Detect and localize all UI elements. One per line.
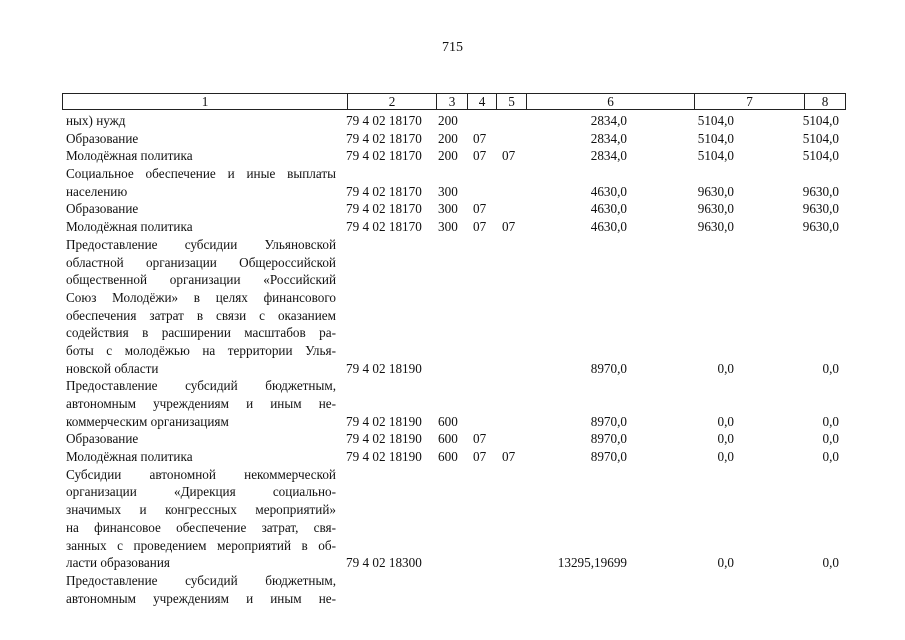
- row-value-8: 9630,0: [802, 183, 839, 199]
- table-row: [0, 537, 905, 555]
- table-row: [0, 254, 905, 272]
- table-row: [0, 430, 905, 448]
- table-row: [0, 466, 905, 484]
- table-row: [0, 342, 905, 360]
- row-name: новской области: [66, 360, 159, 376]
- table-row: [0, 289, 905, 307]
- header-cell-1: 1: [201, 94, 209, 109]
- row-rz: 07: [473, 449, 487, 465]
- row-vr: 300: [438, 183, 458, 199]
- row-name: общественной организации «Российский: [66, 272, 336, 288]
- header-cell-4: 4: [467, 94, 496, 109]
- table-row: [0, 271, 905, 289]
- row-rz: 07: [473, 201, 487, 217]
- table-row: [0, 413, 905, 431]
- row-name: областной организации Общероссийской: [66, 254, 336, 270]
- row-name: Молодёжная политика: [66, 148, 193, 164]
- row-value-6: 8970,0: [590, 413, 627, 429]
- row-code: 79 4 02 18170: [346, 148, 422, 164]
- row-value-7: 0,0: [717, 431, 734, 447]
- table-row: [0, 130, 905, 148]
- row-value-6: 4630,0: [590, 183, 627, 199]
- row-code: 79 4 02 18190: [346, 449, 422, 465]
- row-name: обеспечения затрат в связи с оказанием: [66, 307, 336, 323]
- row-code: 79 4 02 18170: [346, 113, 422, 128]
- row-name: Субсидии автономной некоммерческой: [66, 466, 336, 482]
- row-code: 79 4 02 18170: [346, 201, 422, 217]
- row-value-8: 5104,0: [802, 113, 839, 128]
- row-code: 79 4 02 18170: [346, 130, 422, 146]
- row-code: 79 4 02 18190: [346, 413, 422, 429]
- row-value-7: 0,0: [717, 413, 734, 429]
- row-value-7: 5104,0: [697, 130, 734, 146]
- header-cell-5: 5: [496, 94, 526, 109]
- table-row: [0, 165, 905, 183]
- row-value-7: 5104,0: [697, 113, 734, 128]
- row-rz: 07: [473, 431, 487, 447]
- table-row: [0, 395, 905, 413]
- table-row: [0, 147, 905, 165]
- table-row: [0, 183, 905, 201]
- row-vr: 300: [438, 219, 458, 235]
- row-name: автономным учреждениям и иным не-: [66, 590, 336, 606]
- row-name: Социальное обеспечение и иные выплаты: [66, 166, 336, 182]
- row-vr: 600: [438, 431, 458, 447]
- row-code: 79 4 02 18300: [346, 555, 422, 571]
- row-name: Образование: [66, 130, 139, 146]
- row-value-8: 0,0: [822, 431, 839, 447]
- row-name: организации «Дирекция социально-: [66, 484, 336, 500]
- row-value-7: 0,0: [717, 555, 734, 571]
- table-row: [0, 200, 905, 218]
- row-value-8: 9630,0: [802, 201, 839, 217]
- table-row: [0, 572, 905, 590]
- table-row: [0, 377, 905, 395]
- row-name: автономным учреждениям и иным не-: [66, 396, 336, 411]
- row-value-8: 9630,0: [802, 219, 839, 235]
- row-name: содействия в расширении масштабов ра-: [66, 325, 336, 341]
- table-row: [0, 218, 905, 236]
- row-value-7: 9630,0: [697, 183, 734, 199]
- row-vr: 600: [438, 449, 458, 465]
- table-row: [0, 112, 905, 130]
- table-row: [0, 554, 905, 572]
- row-name: Предоставление субсидий бюджетным,: [66, 378, 336, 394]
- table-row: [0, 324, 905, 342]
- row-value-7: 0,0: [717, 449, 734, 465]
- row-rz: 07: [473, 130, 487, 146]
- table-row: [0, 448, 905, 466]
- row-value-7: 5104,0: [697, 148, 734, 164]
- row-name: коммерческим организациям: [66, 413, 229, 429]
- row-code: 79 4 02 18170: [346, 219, 422, 235]
- row-value-6: 13295,19699: [557, 555, 627, 571]
- table-body: [0, 112, 905, 607]
- table-row: [0, 483, 905, 501]
- row-name: Образование: [66, 201, 139, 217]
- row-code: 79 4 02 18170: [346, 183, 422, 199]
- row-value-6: 8970,0: [590, 431, 627, 447]
- table-header: [62, 93, 846, 110]
- row-value-8: 0,0: [822, 413, 839, 429]
- row-vr: 200: [438, 130, 458, 146]
- header-cell-8: 8: [804, 94, 845, 109]
- table-row: [0, 360, 905, 378]
- row-value-8: 0,0: [822, 449, 839, 465]
- row-value-6: 2834,0: [590, 113, 627, 128]
- row-name: ных) нужд: [66, 113, 126, 128]
- row-value-8: 0,0: [822, 360, 839, 376]
- row-rz: 07: [473, 219, 487, 235]
- row-value-6: 8970,0: [590, 360, 627, 376]
- row-name: населению: [66, 183, 128, 199]
- row-code: 79 4 02 18190: [346, 360, 422, 376]
- row-name: Молодёжная политика: [66, 449, 193, 465]
- table-row: [0, 590, 905, 608]
- header-cell-3: 3: [436, 94, 467, 109]
- row-value-8: 5104,0: [802, 130, 839, 146]
- row-name: Предоставление субсидий бюджетным,: [66, 572, 336, 588]
- row-name: Предоставление субсидии Ульяновской: [66, 236, 336, 252]
- page-number: 715: [442, 40, 463, 55]
- row-pr: 07: [502, 449, 516, 465]
- row-name: значимых и конгрессных мероприятий»: [66, 502, 336, 518]
- row-value-7: 9630,0: [697, 201, 734, 217]
- row-name: Союз Молодёжи» в целях финансового: [66, 289, 336, 305]
- row-value-6: 4630,0: [590, 219, 627, 235]
- row-rz: 07: [473, 148, 487, 164]
- row-vr: 200: [438, 113, 458, 128]
- row-name: боты с молодёжью на территории Улья-: [66, 342, 336, 358]
- row-value-8: 5104,0: [802, 148, 839, 164]
- row-name: на финансовое обеспечение затрат, свя-: [66, 519, 336, 535]
- header-cell-7: 7: [694, 94, 804, 109]
- table-row: [0, 519, 905, 537]
- row-value-7: 9630,0: [697, 219, 734, 235]
- row-vr: 600: [438, 413, 458, 429]
- row-value-6: 8970,0: [590, 449, 627, 465]
- table-row: [0, 236, 905, 254]
- table-row: [0, 307, 905, 325]
- row-value-6: 2834,0: [590, 148, 627, 164]
- row-value-8: 0,0: [822, 555, 839, 571]
- row-vr: 300: [438, 201, 458, 217]
- row-value-6: 4630,0: [590, 201, 627, 217]
- header-cell-6: 6: [526, 94, 694, 109]
- row-name: Молодёжная политика: [66, 219, 193, 235]
- row-value-7: 0,0: [717, 360, 734, 376]
- row-code: 79 4 02 18190: [346, 431, 422, 447]
- row-name: занных с проведением мероприятий в об-: [66, 537, 336, 553]
- row-name: ласти образования: [66, 555, 170, 571]
- table-row: [0, 501, 905, 519]
- row-vr: 200: [438, 148, 458, 164]
- row-value-6: 2834,0: [590, 130, 627, 146]
- row-name: Образование: [66, 431, 139, 447]
- header-cell-2: 2: [347, 94, 436, 109]
- row-pr: 07: [502, 219, 516, 235]
- row-pr: 07: [502, 148, 516, 164]
